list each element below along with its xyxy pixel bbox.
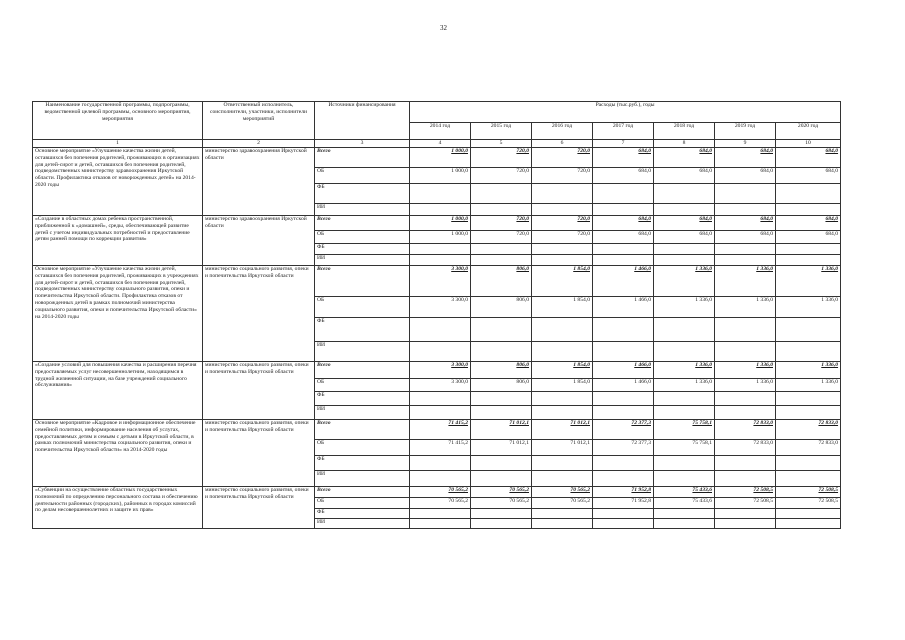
expense-value: [471, 318, 532, 342]
expense-value: 1 000,0: [410, 148, 471, 168]
expense-value: [654, 392, 715, 406]
expense-value: [715, 471, 776, 487]
expense-value: 71 952,8: [593, 498, 654, 509]
expense-value: [593, 244, 654, 255]
expense-value: [471, 184, 532, 204]
header-year: 2017 год: [593, 123, 654, 140]
expense-value: [532, 471, 593, 487]
expense-value: 684,0: [593, 216, 654, 231]
expense-value: 720,0: [532, 148, 593, 168]
expense-value: [410, 509, 471, 519]
expense-value: 3 300,0: [410, 266, 471, 297]
expense-value: [654, 204, 715, 216]
expense-value: 684,0: [593, 168, 654, 184]
expense-value: 1 336,0: [654, 266, 715, 297]
expense-value: [776, 318, 841, 342]
expense-value: 75 433,6: [654, 498, 715, 509]
expense-value: 720,0: [532, 231, 593, 244]
expense-value: 72 833,0: [715, 440, 776, 456]
expense-value: 72 833,0: [715, 420, 776, 440]
expense-value: [593, 318, 654, 342]
expense-value: 684,0: [593, 231, 654, 244]
expense-value: 684,0: [654, 148, 715, 168]
expense-value: [593, 519, 654, 529]
expense-value: [654, 255, 715, 266]
measure-name: Основное мероприятие «Кадровое и информационное обеспечение семейной политики, информирование населения об услугах, предоставляемых детям и семьям с детьми в Иркутской области, в рамках полномочий министерства социального развития, опеки и попечительства Иркутской области» на 2014-2020 годы: [33, 420, 203, 487]
page-number: 32: [440, 24, 447, 32]
funding-source: Всего: [315, 148, 410, 168]
expense-value: 684,0: [654, 168, 715, 184]
expense-value: [471, 456, 532, 471]
expense-value: 72 833,0: [776, 420, 841, 440]
expense-value: 1 336,0: [715, 266, 776, 297]
expense-value: [654, 456, 715, 471]
expense-value: 1 336,0: [654, 297, 715, 318]
expense-value: 75 758,1: [654, 440, 715, 456]
header-year: 2014 год: [410, 123, 471, 140]
expense-value: [410, 204, 471, 216]
funding-source: ИИ: [315, 342, 410, 362]
funding-source: ОБ: [315, 440, 410, 456]
expense-value: [715, 244, 776, 255]
expense-value: [715, 204, 776, 216]
expense-value: [410, 519, 471, 529]
funding-source: ОБ: [315, 498, 410, 509]
header-row: [33, 102, 841, 123]
expense-value: [776, 392, 841, 406]
table-row: [33, 266, 841, 297]
header-year: 2016 год: [532, 123, 593, 140]
funding-source: ИИ: [315, 519, 410, 529]
expense-value: 72 833,0: [776, 440, 841, 456]
expense-value: 71 415,2: [410, 440, 471, 456]
expense-value: [715, 392, 776, 406]
column-number: 1: [33, 140, 203, 148]
expense-value: [410, 244, 471, 255]
expense-value: [471, 509, 532, 519]
expense-value: [715, 255, 776, 266]
expense-value: 1 000,0: [410, 168, 471, 184]
header-name: Наименование государственной программы, подпрограммы, ведомственной целевой программы, основного мероприятия, мероприятия: [33, 102, 203, 140]
measure-executor: министерство социального развития, опеки и попечительства Иркутской области: [203, 266, 315, 362]
expense-value: [593, 456, 654, 471]
expense-value: 3 300,0: [410, 362, 471, 379]
expense-value: 720,0: [471, 231, 532, 244]
expense-value: [410, 342, 471, 362]
expense-value: [776, 456, 841, 471]
funding-source: ФБ: [315, 509, 410, 519]
expense-value: [410, 184, 471, 204]
expense-value: [776, 244, 841, 255]
funding-source: Всего: [315, 420, 410, 440]
expense-value: [654, 471, 715, 487]
expense-value: 1 336,0: [654, 362, 715, 379]
table-row: [33, 420, 841, 440]
expense-value: 720,0: [471, 148, 532, 168]
expense-value: [471, 406, 532, 420]
budget-table: [32, 101, 841, 529]
expense-value: [776, 255, 841, 266]
expense-value: 720,0: [471, 216, 532, 231]
expense-value: [471, 342, 532, 362]
expense-value: [776, 204, 841, 216]
expense-value: 1 336,0: [715, 297, 776, 318]
measure-name: Основное мероприятие «Улучшение качества жизни детей, оставшихся без попечения родителей, проживающих в учреждениях для детей-сирот и детей, оставшихся без попечения родителей, подведомственных министерству социального развития, опеки и попечительства Иркутской области. Профилактика отказов от новорожденных детей в рамках полномочий министерства социального развития, опеки и попечительства Иркутской области» на 2014-2020 годы: [33, 266, 203, 362]
expense-value: [715, 406, 776, 420]
expense-value: [410, 406, 471, 420]
expense-value: [532, 255, 593, 266]
measure-executor: министерство социального развития, опеки и попечительства Иркутской области: [203, 487, 315, 529]
funding-source: ФБ: [315, 456, 410, 471]
column-numbers-row: [33, 140, 841, 148]
expense-value: 1 336,0: [654, 379, 715, 392]
table-row: [33, 148, 841, 168]
expense-value: 720,0: [471, 168, 532, 184]
column-number: 9: [715, 140, 776, 148]
expense-value: 72 508,5: [715, 498, 776, 509]
header-year: 2018 год: [654, 123, 715, 140]
expense-value: 806,0: [471, 379, 532, 392]
expense-value: 72 377,3: [593, 420, 654, 440]
expense-value: [471, 471, 532, 487]
expense-value: 1 336,0: [715, 379, 776, 392]
measure-name: Основное мероприятие «Улучшение качества жизни детей, оставшихся без попечения родителей, проживающих в организациях для детей-сирот и детей, оставшихся без попечения родителей, подведомственных министерству здравоохранения Иркутской области. Профилактика отказов от новорожденных детей» на 2014-2020 годы: [33, 148, 203, 216]
expense-value: 71 012,1: [471, 420, 532, 440]
expense-value: [532, 509, 593, 519]
expense-value: 1 336,0: [776, 297, 841, 318]
funding-source: Всего: [315, 216, 410, 231]
expense-value: 1 000,0: [410, 216, 471, 231]
expense-value: [532, 184, 593, 204]
expense-value: 3 300,0: [410, 297, 471, 318]
expense-value: 71 012,1: [532, 440, 593, 456]
funding-source: ОБ: [315, 168, 410, 184]
funding-source: ФБ: [315, 184, 410, 204]
expense-value: [715, 184, 776, 204]
funding-source: ФБ: [315, 392, 410, 406]
table-row: [33, 487, 841, 498]
measure-executor: министерство здравоохранения Иркутской области: [203, 216, 315, 266]
measure-name: «Создание условий для повышения качества и расширения перечня предоставляемых услуг несовершеннолетним, находящимся в трудной жизненной ситуации, на базе учреждений социального обслуживания»: [33, 362, 203, 420]
expense-value: [410, 392, 471, 406]
expense-value: [654, 342, 715, 362]
expense-value: 684,0: [715, 231, 776, 244]
expense-value: 1 336,0: [776, 362, 841, 379]
expense-value: [776, 406, 841, 420]
column-number: 3: [315, 140, 410, 148]
expense-value: 684,0: [593, 148, 654, 168]
expense-value: 684,0: [715, 216, 776, 231]
funding-source: ОБ: [315, 379, 410, 392]
expense-value: [410, 255, 471, 266]
expense-value: 720,0: [532, 168, 593, 184]
expense-value: 1 336,0: [776, 266, 841, 297]
expense-value: 1 336,0: [715, 362, 776, 379]
table-row: [33, 362, 841, 379]
expense-value: [532, 342, 593, 362]
expense-value: [532, 318, 593, 342]
expense-value: 3 300,0: [410, 379, 471, 392]
header-year: 2015 год: [471, 123, 532, 140]
measure-name: «Создание в областных домах ребенка пространственной, приближенной к «домашней», среды, обеспечивающей развитие детей с учетом индивидуальных потребностей и предоставление детям ранней помощи по коррекции развития»: [33, 216, 203, 266]
expense-value: [593, 471, 654, 487]
expense-value: [776, 184, 841, 204]
header-executor: Ответственный исполнитель, соисполнители, участники, исполнители мероприятий: [203, 102, 315, 140]
expense-value: [654, 318, 715, 342]
expense-value: [776, 471, 841, 487]
column-number: 10: [776, 140, 841, 148]
expense-value: [715, 318, 776, 342]
expense-value: 1 854,0: [532, 379, 593, 392]
expense-value: 75 758,1: [654, 420, 715, 440]
expense-value: 1 854,0: [532, 266, 593, 297]
expense-value: 684,0: [715, 168, 776, 184]
expense-value: 72 377,3: [593, 440, 654, 456]
expense-value: [471, 392, 532, 406]
expense-value: [654, 406, 715, 420]
expense-value: [532, 244, 593, 255]
expense-value: 71 952,8: [593, 487, 654, 498]
funding-source: ИИ: [315, 471, 410, 487]
expense-value: [654, 244, 715, 255]
expense-value: [776, 509, 841, 519]
expense-value: 684,0: [776, 148, 841, 168]
expense-value: [654, 509, 715, 519]
expense-value: 806,0: [471, 362, 532, 379]
expense-value: 70 565,2: [410, 487, 471, 498]
expense-value: 684,0: [654, 216, 715, 231]
expense-value: [532, 519, 593, 529]
expense-value: 1 854,0: [532, 362, 593, 379]
expense-value: 72 508,5: [715, 487, 776, 498]
expense-value: 70 565,2: [471, 487, 532, 498]
expense-value: 1 854,0: [532, 297, 593, 318]
expense-value: 684,0: [776, 168, 841, 184]
header-source: Источники финансирования: [315, 102, 410, 140]
expense-value: 1 466,0: [593, 297, 654, 318]
funding-source: ФБ: [315, 244, 410, 255]
expense-value: 684,0: [776, 231, 841, 244]
expense-value: [715, 519, 776, 529]
measure-executor: министерство социального развития, опеки и попечительства Иркутской области: [203, 420, 315, 487]
expense-value: [532, 392, 593, 406]
measure-executor: министерство здравоохранения Иркутской области: [203, 148, 315, 216]
column-number: 4: [410, 140, 471, 148]
expense-value: [593, 406, 654, 420]
funding-source: ОБ: [315, 231, 410, 244]
header-expenses: Расходы (тыс.руб.), годы: [410, 102, 841, 123]
expense-value: 806,0: [471, 297, 532, 318]
funding-source: Всего: [315, 487, 410, 498]
expense-value: [776, 519, 841, 529]
column-number: 8: [654, 140, 715, 148]
funding-source: ИИ: [315, 204, 410, 216]
expense-value: [593, 184, 654, 204]
expense-value: 1 000,0: [410, 231, 471, 244]
expense-value: [593, 204, 654, 216]
header-year: 2019 год: [715, 123, 776, 140]
expense-value: 1 466,0: [593, 362, 654, 379]
expense-value: 71 415,2: [410, 420, 471, 440]
funding-source: Всего: [315, 266, 410, 297]
funding-source: ОБ: [315, 297, 410, 318]
expense-value: [471, 244, 532, 255]
expense-value: 70 565,2: [532, 487, 593, 498]
expense-value: 71 012,1: [471, 440, 532, 456]
expense-value: 1 466,0: [593, 379, 654, 392]
column-number: 5: [471, 140, 532, 148]
expense-value: 70 565,2: [532, 498, 593, 509]
measure-executor: министерство социального развития, опеки и попечительства Иркутской области: [203, 362, 315, 420]
header-year: 2020 год: [776, 123, 841, 140]
expense-value: 72 508,5: [776, 498, 841, 509]
expense-value: [532, 204, 593, 216]
column-number: 7: [593, 140, 654, 148]
funding-source: ФБ: [315, 318, 410, 342]
expense-value: [593, 392, 654, 406]
column-number: 2: [203, 140, 315, 148]
measure-name: «Субвенции на осуществление областных государственных полномочий по определению персонального состава и обеспечению деятельности районных (городских), районных в городах комиссий по делам несовершеннолетних и защите их прав»: [33, 487, 203, 529]
expense-value: [593, 255, 654, 266]
expense-value: [471, 519, 532, 529]
funding-source: ИИ: [315, 406, 410, 420]
expense-value: 684,0: [776, 216, 841, 231]
expense-value: [471, 204, 532, 216]
expense-value: [715, 342, 776, 362]
expense-value: 1 466,0: [593, 266, 654, 297]
expense-value: 684,0: [715, 148, 776, 168]
expense-value: [410, 456, 471, 471]
expense-value: 70 565,2: [471, 498, 532, 509]
expense-value: [593, 342, 654, 362]
expense-value: [532, 406, 593, 420]
column-number: 6: [532, 140, 593, 148]
expense-value: [532, 456, 593, 471]
expense-value: [715, 456, 776, 471]
funding-source: Всего: [315, 362, 410, 379]
expense-value: 806,0: [471, 266, 532, 297]
funding-source: ИИ: [315, 255, 410, 266]
expense-value: 684,0: [654, 231, 715, 244]
expense-value: [410, 318, 471, 342]
expense-value: 1 336,0: [776, 379, 841, 392]
expense-value: 72 508,5: [776, 487, 841, 498]
expense-value: 75 433,6: [654, 487, 715, 498]
expense-value: 720,0: [532, 216, 593, 231]
table-row: [33, 216, 841, 231]
expense-value: [471, 255, 532, 266]
expense-value: [593, 509, 654, 519]
expense-value: [654, 184, 715, 204]
expense-value: [715, 509, 776, 519]
expense-value: [776, 342, 841, 362]
expense-value: [410, 471, 471, 487]
expense-value: [654, 519, 715, 529]
expense-value: 71 012,1: [532, 420, 593, 440]
expense-value: 70 565,2: [410, 498, 471, 509]
